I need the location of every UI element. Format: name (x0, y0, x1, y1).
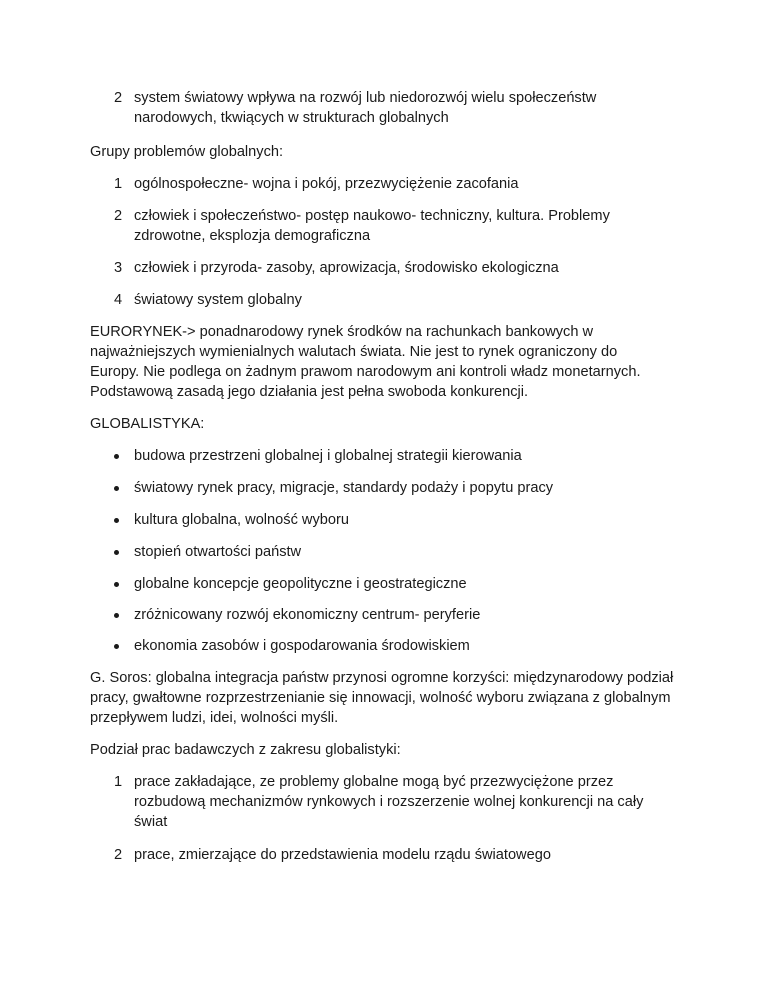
list-number: 2 (114, 847, 123, 863)
list-number: 2 (114, 90, 123, 106)
bullet-icon (114, 582, 119, 587)
list-item-text: prace, zmierzające do przedstawienia modelu rządu światowego (134, 847, 551, 863)
list-item-text: prace zakładające, ze problemy globalne mogą być przezwyciężone przez rozbudową mechanizmów rynkowych i rozszerzenie wolnej konkurencji na cały świat (134, 774, 644, 830)
list-number: 2 (114, 208, 123, 224)
bullet-item (90, 478, 690, 498)
paragraph-text: EURORYNEK-> ponadnarodowy rynek środków na rachunkach bankowych w najważniejszych wymienialnych walutach świata. Nie jest to rynek ograniczony do Europy. Nie podlega on żadnym prawom narodowym ani kontroli władz monetarnych. Podstawową zasadą jego działania jest pełna swoboda konkurencji. (90, 324, 641, 400)
list-item-text: światowy system globalny (134, 292, 302, 308)
bullet-icon (114, 518, 119, 523)
bullet-item-text: budowa przestrzeni globalnej i globalnej strategii kierowania (134, 448, 522, 464)
list-number: 1 (114, 774, 123, 790)
bullet-item (90, 542, 690, 562)
bullet-item (90, 574, 690, 594)
list-item (90, 290, 690, 310)
heading-text: GLOBALISTYKA: (90, 416, 205, 432)
bullet-icon (114, 454, 119, 459)
bullet-item (90, 510, 690, 530)
bullet-item-text: światowy rynek pracy, migracje, standardy podaży i popytu pracy (134, 480, 554, 496)
list-item-text: człowiek i społeczeństwo- postęp naukowo- techniczny, kultura. Problemy zdrowotne, eksplozja demograficzna (134, 208, 610, 244)
list-item (90, 258, 690, 278)
section-heading-globalistyka (90, 414, 690, 434)
list-number: 3 (114, 260, 123, 276)
list-item (90, 206, 690, 246)
bullet-icon (114, 486, 119, 491)
bullet-item-text: zróżnicowany rozwój ekonomiczny centrum- peryferie (134, 607, 481, 623)
section-heading-problem-groups (90, 142, 690, 162)
paragraph-eurorynek (90, 322, 650, 402)
bullet-item-text: globalne koncepcje geopolityczne i geostrategiczne (134, 576, 467, 592)
bullet-item (90, 605, 690, 625)
paragraph-soros (90, 668, 680, 728)
list-item-text: ogólnospołeczne- wojna i pokój, przezwyciężenie zacofania (134, 176, 519, 192)
bullet-icon (114, 644, 119, 649)
list-item (90, 772, 690, 832)
bullet-item-text: ekonomia zasobów i gospodarowania środowiskiem (134, 638, 470, 654)
list-item-text: człowiek i przyroda- zasoby, aprowizacja, środowisko ekologiczna (134, 260, 559, 276)
paragraph-text: G. Soros: globalna integracja państw przynosi ogromne korzyści: międzynarodowy podział pracy, gwałtowne rozprzestrzenianie się innowacji, wolność wyboru związana z globalnym przepływem ludzi, idei, wolności myśli. (90, 670, 674, 726)
bullet-item-text: stopień otwartości państw (134, 544, 302, 560)
bullet-icon (114, 613, 119, 618)
list-item (90, 88, 690, 128)
bullet-icon (114, 550, 119, 555)
bullet-item-text: kultura globalna, wolność wyboru (134, 512, 349, 528)
list-number: 1 (114, 176, 123, 192)
list-item (90, 845, 690, 865)
heading-text: Grupy problemów globalnych: (90, 144, 284, 160)
list-number: 4 (114, 292, 123, 308)
bullet-item (90, 446, 690, 466)
bullet-item (90, 636, 690, 656)
list-item (90, 174, 690, 194)
heading-text: Podział prac badawczych z zakresu globalistyki: (90, 742, 401, 758)
section-heading-research (90, 740, 690, 760)
list-item-text: system światowy wpływa na rozwój lub niedorozwój wielu społeczeństw narodowych, tkwiących w strukturach globalnych (134, 90, 597, 126)
